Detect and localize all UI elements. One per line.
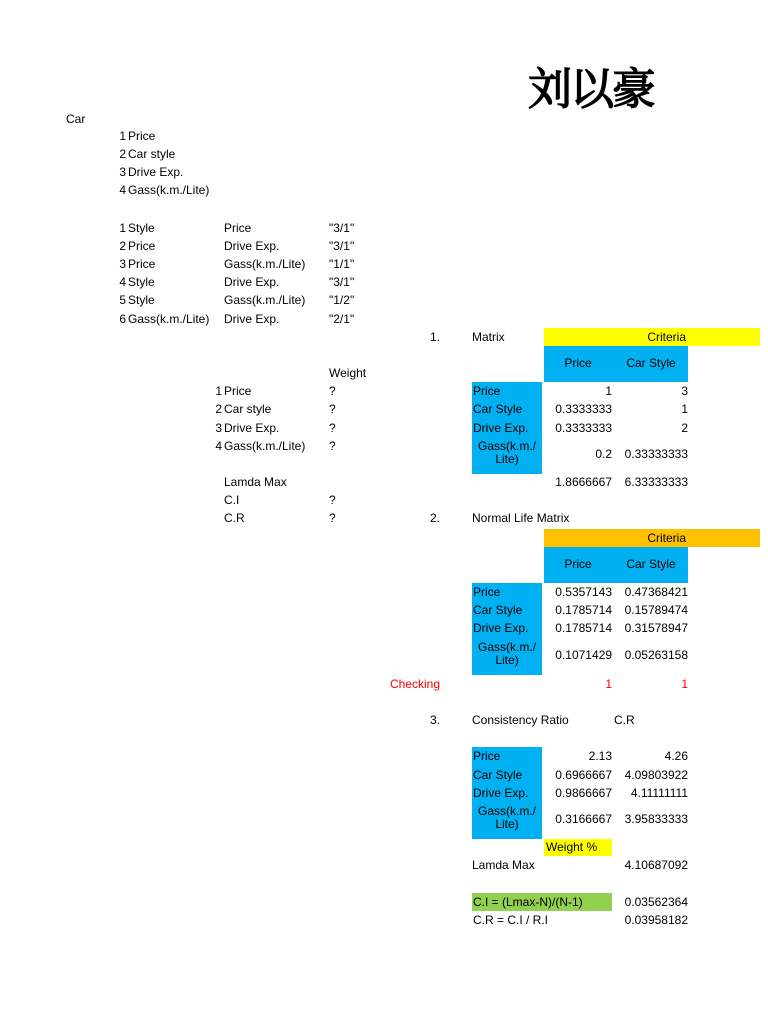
weight-value: ? <box>329 402 336 416</box>
ratio-cell: 0.9866667 <box>555 786 612 800</box>
row-label: Car Style <box>473 768 523 782</box>
column-header-car-style: Car Style <box>626 557 676 571</box>
weight-pct-label: Weight % <box>546 840 598 854</box>
lamda-label: Lamda Max <box>224 475 287 489</box>
pair-num: 4 <box>119 275 126 289</box>
ratio-cell: 0.3166667 <box>555 812 612 826</box>
checking-value: 1 <box>681 677 688 691</box>
matrix-cell: 1 <box>681 402 688 416</box>
row-label: Drive Exp. <box>473 786 529 800</box>
pair-value: "1/2" <box>329 293 355 307</box>
criteria-num: 3 <box>119 165 126 179</box>
row-label: Price <box>473 585 501 599</box>
matrix-cell: 3 <box>681 384 688 398</box>
pair-value: "2/1" <box>329 312 355 326</box>
ratio-cell: 4.09803922 <box>624 768 688 782</box>
section2-label: Normal Life Matrix <box>472 511 570 525</box>
ratio-cell: 4.26 <box>664 749 688 763</box>
pair-value: "3/1" <box>329 221 355 235</box>
pair-b: Price <box>224 221 252 235</box>
weight-name: Drive Exp. <box>224 421 280 435</box>
matrix-cell: 0.05263158 <box>624 648 688 662</box>
cr-label: C.R <box>224 511 245 525</box>
pair-num: 3 <box>119 257 126 271</box>
weight-header: Weight <box>329 366 367 380</box>
matrix-cell: 0.5357143 <box>555 585 612 599</box>
lamda-max-value: 4.10687092 <box>624 858 688 872</box>
matrix-cell: 0.3333333 <box>555 402 612 416</box>
ci-label: C.I <box>224 493 240 507</box>
section3-num: 3. <box>430 713 441 727</box>
weight-num: 3 <box>215 421 222 435</box>
pair-b: Gass(k.m./Lite) <box>224 293 306 307</box>
pair-b: Drive Exp. <box>224 312 280 326</box>
ratio-cell: 0.6966667 <box>555 768 612 782</box>
row-label: Drive Exp. <box>473 421 529 435</box>
weight-num: 2 <box>215 402 222 416</box>
pair-num: 1 <box>119 221 126 235</box>
section1-label: Matrix <box>472 330 505 344</box>
matrix-cell: 0.15789474 <box>624 603 688 617</box>
matrix-cell: 2 <box>681 421 688 435</box>
matrix-cell: 1 <box>605 384 612 398</box>
matrix-cell: 0.31578947 <box>624 621 688 635</box>
sum-cell: 6.33333333 <box>624 475 688 489</box>
matrix-cell: 0.3333333 <box>555 421 612 435</box>
cr-formula: C.R = C.I / R.I <box>473 913 549 927</box>
pair-a: Price <box>128 257 156 271</box>
criteria-num: 2 <box>119 147 126 161</box>
criteria-name: Price <box>128 129 156 143</box>
pair-num: 5 <box>119 293 126 307</box>
criteria-num: 4 <box>119 183 126 197</box>
column-header-car-style: Car Style <box>626 356 676 370</box>
criteria-header: Criteria <box>647 531 686 545</box>
matrix-cell: 0.1785714 <box>555 621 612 635</box>
weight-value: ? <box>329 439 336 453</box>
weight-name: Gass(k.m./Lite) <box>224 439 306 453</box>
pair-value: "1/1" <box>329 257 355 271</box>
pair-a: Style <box>128 275 155 289</box>
section1-num: 1. <box>430 330 441 344</box>
criteria-name: Gass(k.m./Lite) <box>128 183 210 197</box>
weight-num: 1 <box>215 384 222 398</box>
ci-value: ? <box>329 493 336 507</box>
section3-label: Consistency Ratio <box>472 713 569 727</box>
matrix-cell: 0.47368421 <box>624 585 688 599</box>
criteria-header: Criteria <box>647 330 686 344</box>
ratio-cell: 4.11111111 <box>630 786 688 800</box>
ratio-cell: 2.13 <box>588 749 612 763</box>
pair-a: Style <box>128 293 155 307</box>
pair-a: Style <box>128 221 155 235</box>
matrix-cell: 0.2 <box>595 447 612 461</box>
matrix-cell: 0.1071429 <box>555 648 612 662</box>
row-label: Price <box>473 384 501 398</box>
pair-b: Drive Exp. <box>224 275 280 289</box>
section3-cr: C.R <box>614 713 635 727</box>
criteria-name: Drive Exp. <box>128 165 184 179</box>
row-label: Price <box>473 749 501 763</box>
car-label: Car <box>66 112 86 126</box>
criteria-name: Car style <box>128 147 176 161</box>
weight-name: Price <box>224 384 252 398</box>
pair-b: Gass(k.m./Lite) <box>224 257 306 271</box>
pair-value: "3/1" <box>329 239 355 253</box>
weight-name: Car style <box>224 402 272 416</box>
pair-a: Gass(k.m./Lite) <box>128 312 210 326</box>
ratio-cell: 3.95833333 <box>624 812 688 826</box>
weight-num: 4 <box>215 439 222 453</box>
pair-b: Drive Exp. <box>224 239 280 253</box>
lamda-max-label: Lamda Max <box>472 858 535 872</box>
cr-value: ? <box>329 511 336 525</box>
weight-value: ? <box>329 384 336 398</box>
row-label: Gass(k.m./ Lite) <box>477 640 536 667</box>
matrix-cell: 0.33333333 <box>624 447 688 461</box>
section2-num: 2. <box>430 511 441 525</box>
column-header-price: Price <box>564 356 592 370</box>
matrix-cell: 0.1785714 <box>555 603 612 617</box>
sum-cell: 1.8666667 <box>555 475 612 489</box>
checking-value: 1 <box>605 677 612 691</box>
row-label: Gass(k.m./ Lite) <box>477 439 536 466</box>
pair-a: Price <box>128 239 156 253</box>
checking-label: Checking <box>390 677 441 691</box>
pair-value: "3/1" <box>329 275 355 289</box>
page-title: 刘以豪 <box>528 64 654 115</box>
cr-value: 0.03958182 <box>624 913 688 927</box>
pair-num: 2 <box>119 239 126 253</box>
ci-value: 0.03562364 <box>624 895 688 909</box>
column-header-price: Price <box>564 557 592 571</box>
row-label: Car Style <box>473 402 523 416</box>
weight-value: ? <box>329 421 336 435</box>
row-label: Gass(k.m./ Lite) <box>477 804 536 831</box>
row-label: Car Style <box>473 603 523 617</box>
row-label: Drive Exp. <box>473 621 529 635</box>
ci-formula: C.I = (Lmax-N)/(N-1) <box>473 895 583 909</box>
criteria-num: 1 <box>119 129 126 143</box>
pair-num: 6 <box>119 312 126 326</box>
